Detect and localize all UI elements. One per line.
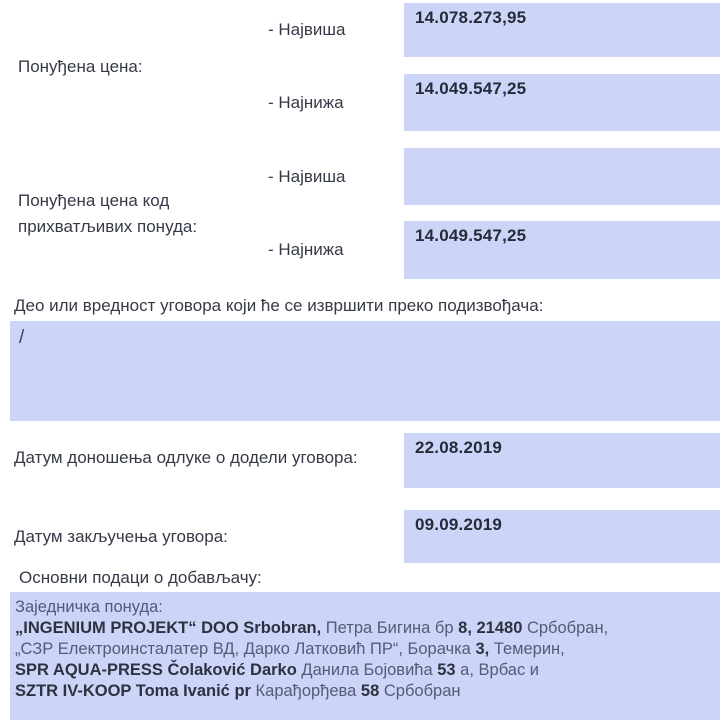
acceptable-price-label-line2: прихватљивих понуда: — [18, 216, 198, 236]
acceptable-price-highest-label: - Највиша — [268, 166, 346, 186]
acceptable-price-highest-value — [404, 148, 720, 153]
acceptable-price-lowest-label: - Најнижа — [268, 240, 344, 259]
offered-price-lowest-value: 14.049.547,25 — [415, 79, 527, 98]
contract-conclusion-date-field[interactable] — [404, 510, 720, 563]
supplier-label: Основни подаци о добављачу: — [19, 568, 262, 587]
offered-price-highest-field[interactable] — [404, 3, 720, 57]
acceptable-price-highest-field[interactable] — [404, 148, 720, 205]
acceptable-price-lowest-field[interactable] — [404, 221, 720, 279]
acceptable-price-label-line1: Понуђена цена код — [18, 190, 170, 210]
subcontractor-value: / — [19, 327, 25, 348]
acceptable-price-lowest-value: 14.049.547,25 — [415, 226, 527, 245]
offered-price-label: Понуђена цена: — [18, 57, 143, 76]
subcontractor-field[interactable] — [10, 321, 720, 421]
offered-price-highest-label: - Највиша — [268, 20, 346, 39]
offered-price-highest-value: 14.078.273,95 — [415, 8, 527, 27]
contract-conclusion-date-label: Датум закључења уговора: — [14, 526, 228, 546]
supplier-field[interactable] — [10, 592, 720, 720]
subcontractor-label: Део или вредност уговора који ће се извршити преко подизвођача: — [14, 296, 544, 315]
award-decision-date-label: Датум доношења одлуке о додели уговора: — [14, 448, 358, 467]
contract-conclusion-date-value: 09.09.2019 — [415, 515, 503, 534]
award-decision-date-value: 22.08.2019 — [415, 438, 503, 457]
offered-price-lowest-field[interactable] — [404, 74, 720, 131]
supplier-text: Заједничка понуда: „INGENIUM PROJEKT“ DOO Srbobran, Петра Бигина бр 8, 21480 Србобран, „СЗР Електроинсталатер ВД, Дарко Латковић ПР“, Борачка 3, Темерин, SPR AQUA-PRESS Čolaković Darko Данила Бојовића 53 а, Врбас и SZTR IV-KOOP Toma Ivanić pr Карађорђева 58 Србобран — [15, 598, 609, 700]
award-decision-date-field[interactable] — [404, 433, 720, 488]
acceptable-price-label — [18, 148, 197, 279]
offered-price-lowest-label: - Најнижа — [268, 92, 344, 112]
